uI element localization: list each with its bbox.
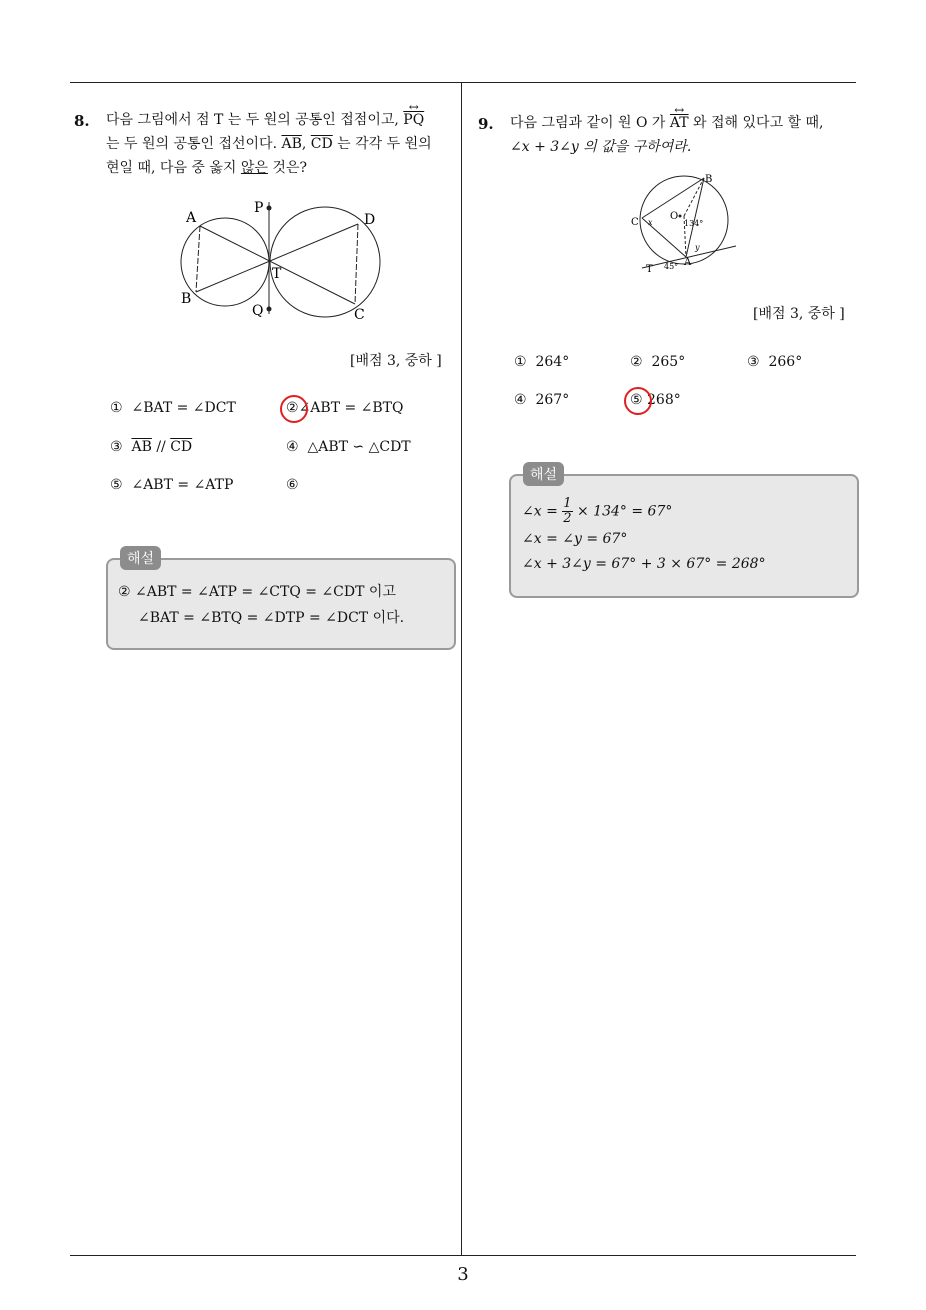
q9-text: 다음 그림과 같이 원 O 가 ↔ $\overline{AT}$ 와 접해 있다고 할 때, ∠x + 3∠y 의 값을 구하여라. <box>510 111 860 159</box>
q9-solution-line-1: ∠x = $\frac{1}{2}$ × 134° = 67° <box>522 496 673 526</box>
q8-choice-6[interactable]: ⑥ <box>286 477 299 493</box>
label-b: B <box>181 291 192 307</box>
label-134: 134° <box>684 219 704 228</box>
radius-ob <box>684 178 704 216</box>
point-q <box>267 307 272 312</box>
label-d: D <box>364 212 376 228</box>
q9-solution-tag: 해설 <box>523 462 564 486</box>
q9-choice-1[interactable]: ① 264° <box>514 354 570 370</box>
q8-solution-tag: 해설 <box>120 546 161 570</box>
label-c: C <box>354 307 365 323</box>
line-ac <box>200 226 355 304</box>
label-t: T <box>272 266 282 282</box>
q9-number: 9. <box>478 115 494 133</box>
q9-solution-line-3: ∠x + 3∠y = 67° + 3 × 67° = 268° <box>522 556 766 572</box>
q9-choice-3[interactable]: ③ 266° <box>747 354 803 370</box>
q8-choice-5[interactable]: ⑤ ∠ABT = ∠ATP <box>110 477 234 493</box>
line-at: ↔ $\overline{AT}$ <box>670 111 689 135</box>
header-rule <box>70 82 856 83</box>
label-x9: x <box>648 218 653 227</box>
label-a9: A <box>684 257 692 268</box>
label-t9: T <box>646 264 653 275</box>
q8-score: [배점 3, 중하 ] <box>350 353 442 369</box>
q9-choice-2[interactable]: ② 265° <box>630 354 686 370</box>
answer-mark: ② <box>286 400 299 416</box>
q8-solution-box <box>106 558 456 650</box>
chord-ab <box>196 226 200 292</box>
center-o <box>679 215 682 218</box>
q8-number: 8. <box>74 112 90 130</box>
point-p <box>267 206 272 211</box>
q8-solution-line-2: ∠BAT = ∠BTQ = ∠DTP = ∠DCT 이다. <box>138 610 405 626</box>
q8-figure <box>170 192 390 327</box>
segment-ab: $\overline{AB}$ <box>281 136 302 152</box>
q8-choice-4[interactable]: ④ △ABT ∽ △CDT <box>286 439 411 455</box>
chord-cd <box>355 224 358 304</box>
q8-solution-line-1: ② ∠ABT = ∠ATP = ∠CTQ = ∠CDT 이고 <box>118 584 396 600</box>
line-pq: ↔ $\overline{PQ}$ <box>403 108 424 132</box>
column-divider <box>461 82 462 1256</box>
label-y9: y <box>695 243 700 252</box>
q9-score: [배점 3, 중하 ] <box>753 306 845 322</box>
label-c9: C <box>631 217 639 228</box>
label-q: Q <box>252 303 264 319</box>
q8-choice-2[interactable]: ②∠ABT = ∠BTQ <box>286 400 404 416</box>
answer-mark: ⑤ <box>630 392 643 408</box>
q9-solution-line-2: ∠x = ∠y = 67° <box>522 531 628 547</box>
label-45: 45° <box>664 262 679 271</box>
q9-choice-4[interactable]: ④ 267° <box>514 392 570 408</box>
footer-rule <box>70 1255 856 1256</box>
label-a: A <box>186 210 197 226</box>
q9-choice-5[interactable]: ⑤ 268° <box>630 392 681 408</box>
q8-choice-3[interactable]: ③ $\overline{AB} // \overline{CD}$ <box>110 439 193 455</box>
page-number: 3 <box>457 1264 469 1285</box>
label-o9: O <box>670 211 679 222</box>
q8-text: 다음 그림에서 점 T 는 두 원의 공통인 접점이고, ↔ $\overline{PQ}$ 는 두 원의 공통인 접선이다. $\overline{AB}$, $\overline{CD}$ 는 각각 두 원의 현일 때, 다음 중 옳지 않은 것은? <box>106 108 458 180</box>
left-circle <box>181 218 269 306</box>
q9-figure <box>628 168 740 276</box>
segment-cd: $\overline{CD}$ <box>310 136 333 152</box>
label-b9: B <box>705 174 713 185</box>
q8-choice-1[interactable]: ① ∠BAT = ∠DCT <box>110 400 236 416</box>
label-p: P <box>254 200 264 216</box>
